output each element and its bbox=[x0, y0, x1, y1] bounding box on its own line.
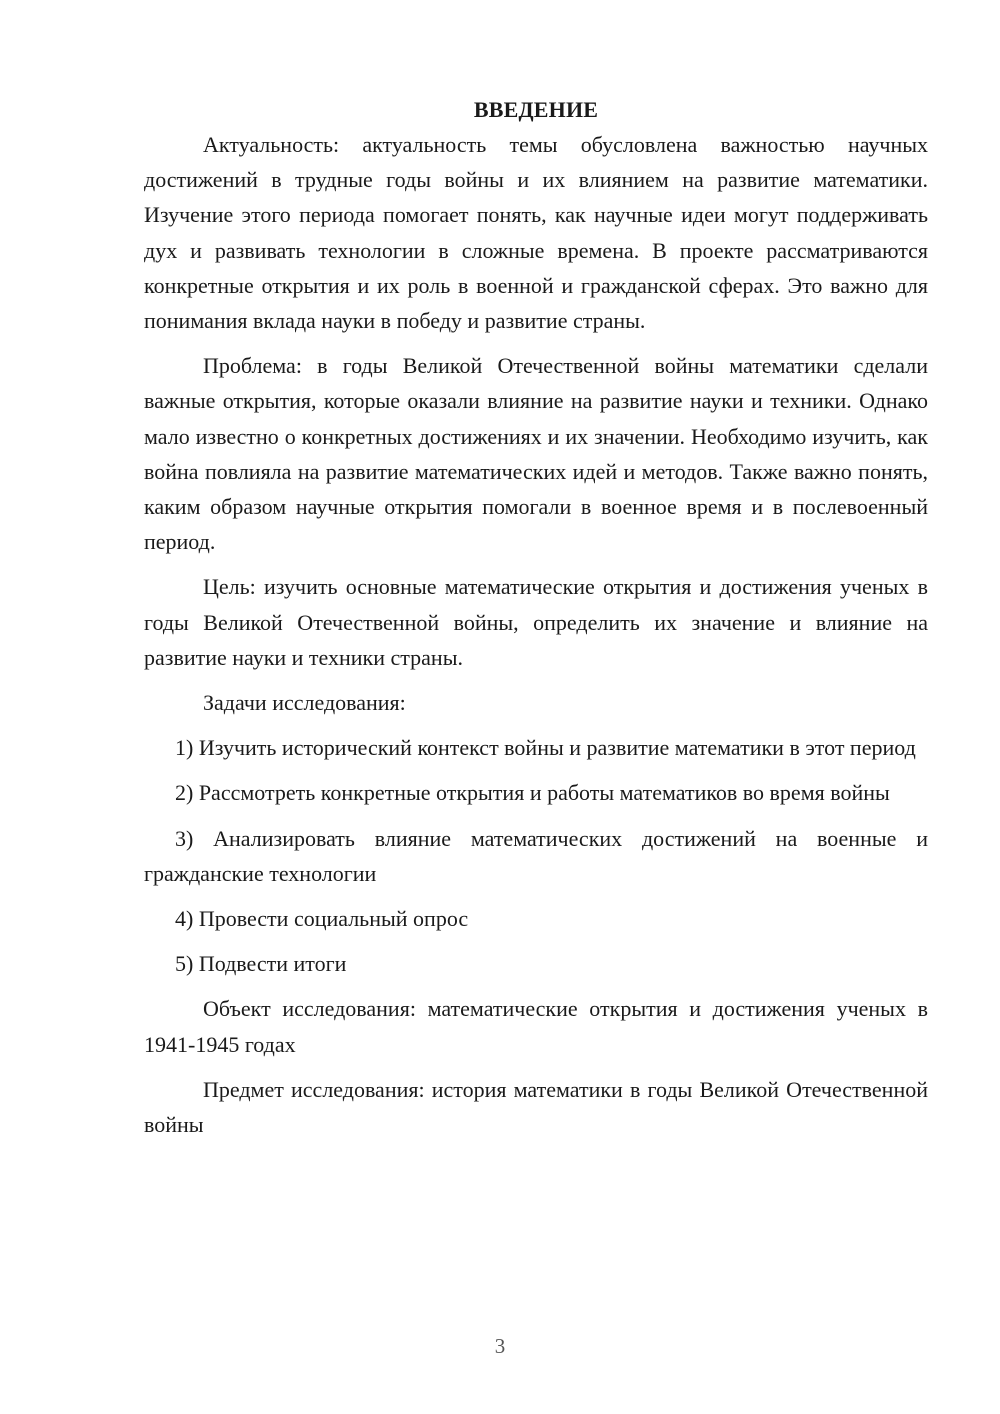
task-item-5: 5) Подвести итоги bbox=[175, 951, 347, 977]
problem-paragraph: Проблема: в годы Великой Отечественной войны математики сделали важные открытия, которые оказали влияние на развитие науки и техники. Однако мало известно о конкретных достижениях и их значении. Необходимо изучить, как война повлияла на развитие математических идей и методов. Также важно понять, каким образом научные открытия помогали в военное время и в послевоенный период. bbox=[144, 353, 928, 555]
tasks-heading: Задачи исследования: bbox=[203, 690, 406, 716]
task-item-1: 1) Изучить исторический контекст войны и развитие математики в этот период bbox=[175, 735, 916, 761]
section-heading: ВВЕДЕНИЕ bbox=[473, 97, 599, 122]
document-page bbox=[144, 94, 928, 1152]
goal-paragraph: Цель: изучить основные математические открытия и достижения ученых в годы Великой Отечественной войны, определить их значение и влияние на развитие науки и техники страны. bbox=[144, 574, 928, 670]
page-number: 3 bbox=[494, 1334, 506, 1358]
relevance-paragraph: Актуальность: актуальность темы обусловлена важностью научных достижений в трудные годы войны и их влиянием на развитие математики. Изучение этого периода помогает понять, как научные идеи могут поддерживать дух и развивать технологии в сложные времена. В проекте рассматриваются конкретные открытия и их роль в военной и гражданской сферах. Это важно для понимания вклада науки в победу и развитие страны. bbox=[144, 132, 928, 334]
object-paragraph: Объект исследования: математические открытия и достижения ученых в 1941-1945 годах bbox=[144, 996, 928, 1057]
subject-paragraph: Предмет исследования: история математики в годы Великой Отечественной войны bbox=[144, 1076, 928, 1138]
task-item-4: 4) Провести социальный опрос bbox=[175, 906, 469, 932]
task-item-3: 3) Анализировать влияние математических достижений на военные и гражданские технологии bbox=[144, 825, 928, 886]
task-item-2: 2) Рассмотреть конкретные открытия и работы математиков во время войны bbox=[175, 780, 890, 806]
